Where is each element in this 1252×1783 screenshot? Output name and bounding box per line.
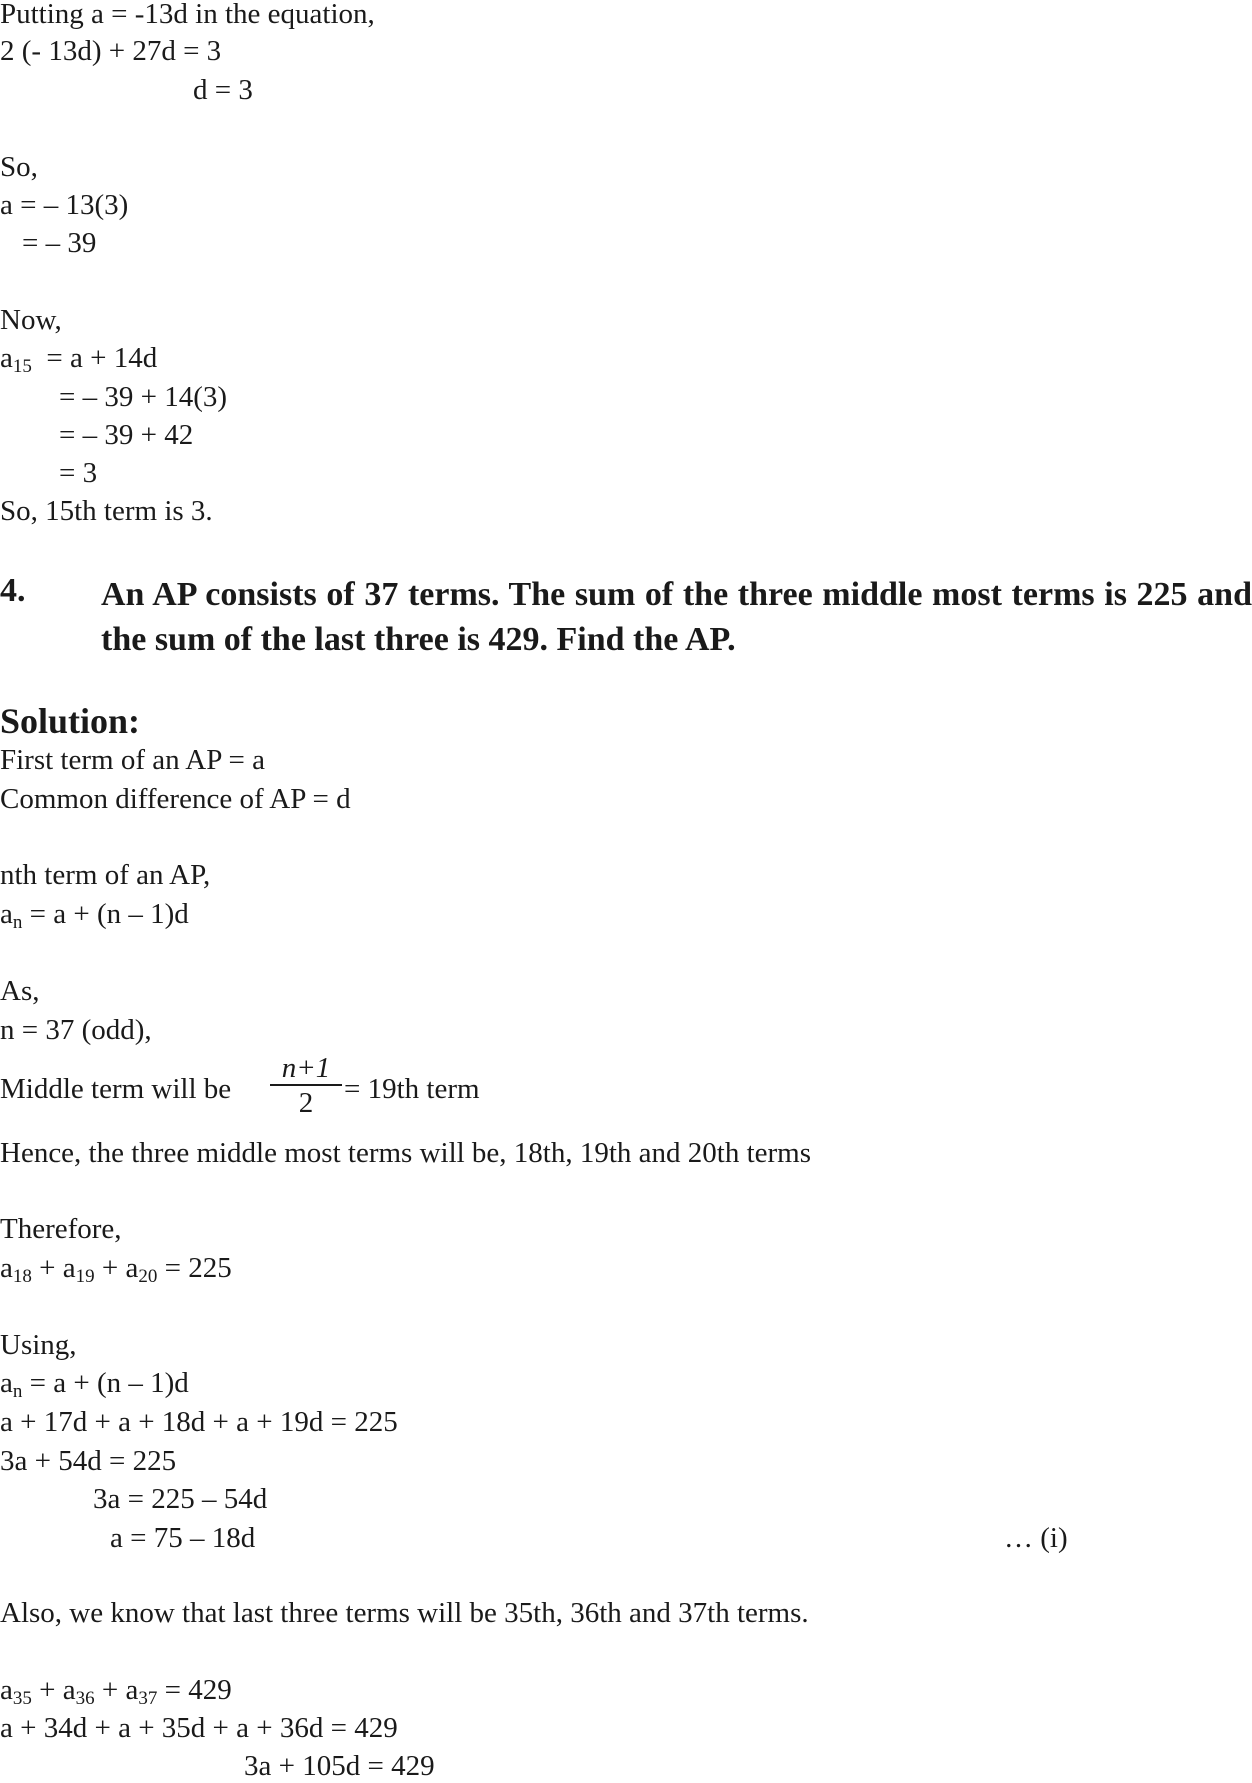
- text-segment: a: [0, 1367, 13, 1399]
- text-segment: Putting a = -13d in the equation,: [0, 0, 375, 30]
- text-segment: nth term of an AP,: [0, 859, 211, 891]
- text-segment: a: [0, 1674, 13, 1706]
- fraction-denominator: 2: [298, 1087, 314, 1119]
- text-line: [0, 858, 210, 892]
- text-segment: a = 75 – 18d: [110, 1522, 256, 1554]
- text-segment: Using,: [0, 1329, 77, 1361]
- text-segment: + a: [94, 1674, 139, 1706]
- text-line: [0, 303, 62, 337]
- question-number: 4.: [0, 572, 26, 609]
- text-segment: a: [0, 1252, 13, 1284]
- text-segment: So, 15th term is 3.: [0, 495, 213, 527]
- text-line: [0, 743, 265, 777]
- text-line: [0, 1366, 189, 1400]
- subscript: 15: [12, 356, 32, 377]
- text-line: [22, 226, 96, 260]
- text-line: [93, 1482, 267, 1516]
- subscript: 36: [75, 1688, 95, 1709]
- text-line: [1004, 1521, 1068, 1555]
- text-line: [0, 1212, 122, 1246]
- text-segment: = 3: [59, 457, 98, 489]
- text-segment: d = 3: [193, 74, 253, 106]
- text-segment: = 19th term: [344, 1073, 480, 1105]
- text-segment: Hence, the three middle most terms will be, 18th, 19th and 20th terms: [0, 1137, 812, 1169]
- text-segment: a: [0, 898, 13, 930]
- text-line: [0, 1444, 176, 1478]
- text-segment: = a + (n – 1)d: [22, 1367, 189, 1399]
- text-segment: Now,: [0, 304, 62, 336]
- text-segment: Also, we know that last three terms will be 35th, 36th and 37th terms.: [0, 1597, 809, 1629]
- text-line: [0, 494, 213, 528]
- text-line: [193, 73, 253, 107]
- text-segment: = 225: [157, 1252, 232, 1284]
- subscript: 35: [12, 1688, 32, 1709]
- middle-term-fraction: [268, 1052, 344, 1120]
- text-line: [0, 897, 189, 931]
- text-segment: … (i): [1004, 1522, 1068, 1554]
- text-segment: + a: [31, 1674, 76, 1706]
- fraction-numerator: n+1: [281, 1052, 331, 1084]
- text-segment: a = – 13(3): [0, 189, 129, 221]
- text-segment: n = 37 (odd),: [0, 1014, 152, 1046]
- text-line: [0, 782, 351, 816]
- text-line: [0, 34, 221, 68]
- subscript: 19: [75, 1266, 95, 1287]
- subscript: n: [12, 1381, 23, 1402]
- text-line: [0, 1596, 809, 1630]
- text-line: [0, 0, 375, 31]
- text-line: [0, 974, 39, 1008]
- subscript: 18: [12, 1266, 32, 1287]
- question-text: An AP consists of 37 terms. The sum of the three middle most terms is 225 and the sum of the last three is 429. Find the AP.: [101, 576, 1252, 658]
- text-segment: First term of an AP = a: [0, 744, 265, 776]
- text-segment: 3a + 105d = 429: [244, 1750, 435, 1782]
- text-segment: As,: [0, 975, 40, 1007]
- text-line: [0, 341, 157, 375]
- text-line: [110, 1521, 255, 1555]
- text-segment: = – 39: [22, 227, 97, 259]
- subscript: 20: [138, 1266, 158, 1287]
- text-line: [59, 418, 193, 452]
- text-segment: + a: [94, 1252, 139, 1284]
- subscript: n: [12, 912, 23, 933]
- text-segment: a: [0, 342, 13, 374]
- text-segment: So,: [0, 151, 38, 183]
- text-segment: = – 39 + 42: [59, 419, 194, 451]
- text-line: [0, 1136, 811, 1170]
- text-line: [59, 456, 97, 490]
- text-segment: 3a = 225 – 54d: [93, 1483, 268, 1515]
- text-segment: = a + (n – 1)d: [22, 898, 189, 930]
- text-line: [0, 1072, 238, 1106]
- text-line: [0, 1251, 232, 1285]
- text-line: [0, 1673, 232, 1707]
- text-segment: = – 39 + 14(3): [59, 381, 228, 413]
- text-line: [0, 188, 128, 222]
- text-line: [0, 1013, 152, 1047]
- text-segment: Middle term will be: [0, 1073, 239, 1105]
- text-segment: a + 34d + a + 35d + a + 36d = 429: [0, 1712, 398, 1744]
- solution-heading: Solution:: [0, 701, 141, 741]
- text-line: [0, 1711, 398, 1745]
- text-segment: + a: [31, 1252, 76, 1284]
- text-line: [0, 150, 38, 184]
- text-segment: Common difference of AP = d: [0, 783, 351, 815]
- text-segment: = a + 14d: [31, 342, 158, 374]
- subscript: 37: [138, 1688, 158, 1709]
- text-line: [0, 1405, 398, 1439]
- text-line: [59, 380, 227, 414]
- text-segment: 3a + 54d = 225: [0, 1445, 177, 1477]
- text-segment: Therefore,: [0, 1213, 122, 1245]
- text-line: [344, 1072, 480, 1106]
- text-segment: a + 17d + a + 18d + a + 19d = 225: [0, 1406, 398, 1438]
- text-segment: 2 (- 13d) + 27d = 3: [0, 35, 222, 67]
- text-segment: = 429: [157, 1674, 232, 1706]
- text-line: [0, 1328, 77, 1362]
